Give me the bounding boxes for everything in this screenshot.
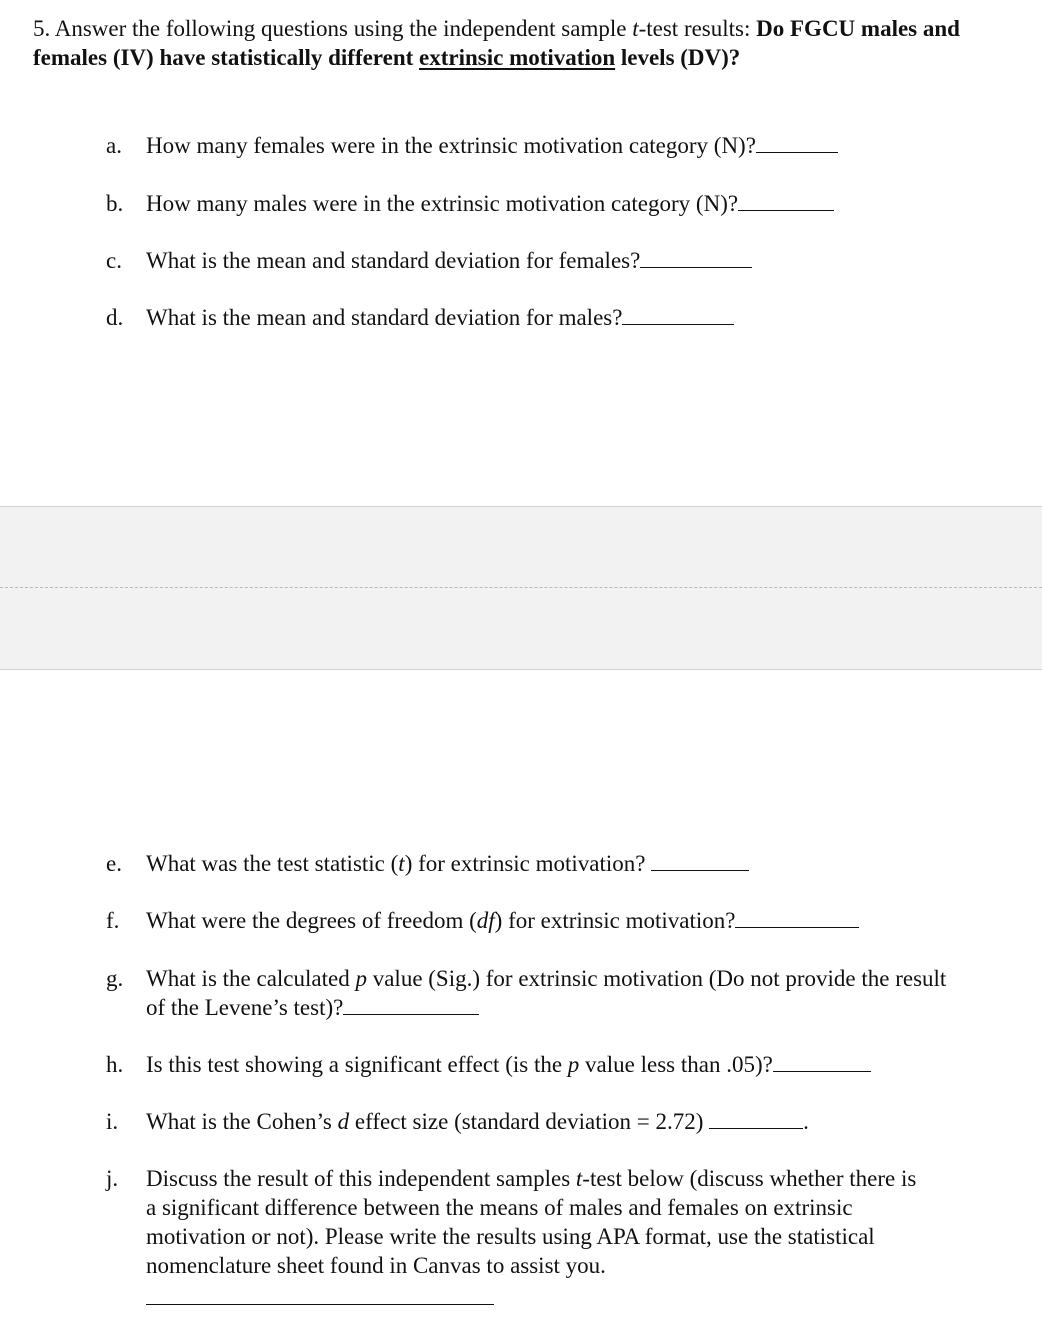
placeholder-region (0, 506, 1042, 670)
question-text: value (Sig.) for extrinsic motivation (Do not provide the result of the Levene’s test)? (146, 966, 947, 1020)
answer-blank-j[interactable] (146, 1304, 494, 1305)
question-text: Discuss the result of this independent samples (146, 1166, 576, 1191)
stat-symbol: p (355, 966, 367, 991)
answer-blank-b[interactable] (738, 190, 834, 211)
question-text: Is this test showing a significant effect (is the (146, 1052, 568, 1077)
question-text: effect size (standard deviation = 2.72) (349, 1109, 704, 1134)
answer-blank-f[interactable] (735, 907, 859, 928)
question-letter: d. (106, 305, 124, 330)
question-letter: g. (106, 966, 124, 991)
divider (0, 587, 1042, 588)
question-5-prompt (33, 14, 993, 72)
question-letter: h. (106, 1052, 124, 1077)
question-text: ) for extrinsic motivation? (494, 908, 736, 933)
question-letter: f. (106, 908, 120, 933)
stat-symbol: t (575, 1166, 583, 1191)
question-letter: a. (106, 133, 122, 158)
question-text: What is the mean and standard deviation for males? (146, 305, 623, 330)
question-text: What is the mean and standard deviation for females? (146, 248, 641, 273)
question-text: How many females were in the extrinsic motivation category (N)? (146, 133, 756, 158)
answer-blank-c[interactable] (640, 247, 752, 268)
answer-blank-i[interactable] (709, 1108, 803, 1129)
question-text: What is the Cohen’s (146, 1109, 338, 1134)
intro-text: Answer the following questions using the independent sample (54, 16, 627, 41)
question-text: What was the test statistic ( (146, 851, 399, 876)
answer-blank-g[interactable] (343, 994, 479, 1015)
answer-blank-e[interactable] (651, 850, 749, 871)
stat-symbol: p (567, 1052, 580, 1077)
question-letter: e. (106, 851, 122, 876)
trailing-period: . (803, 1109, 809, 1134)
question-number: 5. (33, 16, 51, 41)
question-letter: b. (106, 191, 124, 216)
research-question-part1: Do FGCU males and females (IV) have statistically different (33, 16, 960, 70)
question-text: What is the calculated (146, 966, 356, 991)
answer-blank-a[interactable] (756, 132, 838, 153)
answer-blank-h[interactable] (773, 1051, 871, 1072)
question-text: ) for extrinsic motivation? (404, 851, 646, 876)
stat-symbol: df (476, 908, 495, 933)
t-symbol: t (632, 16, 639, 41)
intro-tail: -test results: (638, 16, 751, 41)
question-text: -test below (discuss whether there is a significant difference between the means of males and females on extrinsic motivation or not). Please write the results using APA format, use the statistical nomenclature sheet found in Canvas to assist you. (146, 1166, 917, 1278)
stat-symbol: d (337, 1109, 350, 1134)
question-letter: i. (106, 1109, 119, 1134)
question-letter: c. (106, 248, 122, 273)
question-text: What were the degrees of freedom ( (146, 908, 477, 933)
research-question-dv: extrinsic motivation (419, 45, 616, 70)
stat-symbol: t (398, 851, 405, 876)
question-text: value less than .05)? (579, 1052, 773, 1077)
research-question-part2: levels (DV)? (620, 45, 741, 70)
question-letter: j. (106, 1166, 119, 1191)
answer-blank-d[interactable] (622, 304, 734, 325)
question-text: How many males were in the extrinsic motivation category (N)? (146, 191, 739, 216)
